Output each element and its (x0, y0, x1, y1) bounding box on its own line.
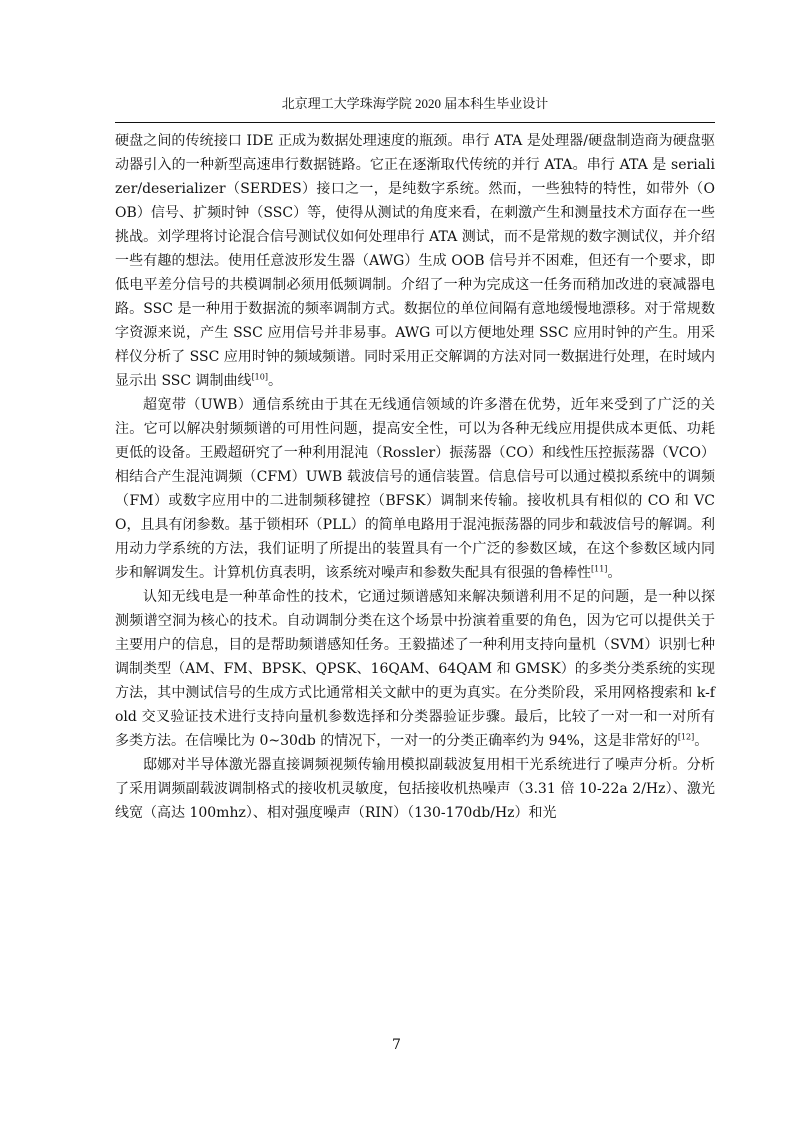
paragraph-text: 硬盘之间的传统接口 IDE 正成为数据处理速度的瓶颈。串行 ATA 是处理器/硬盘制造商为硬盘驱动器引入的一种新型高速串行数据链路。它正在逐渐取代传统的并行 ATA。串行 ATA 是 serializer/deserializer（SERDES）接口之一，是纯数字系统。然而，一些独特的特性，如带外（OOB）信号、扩频时钟（SSC）等，使得从测试的角度来看，在刺激产生和测量技术方面存在一些挑战。刘学理将讨论混合信号测试仪如何处理串行 ATA 测试，而不是常规的数字测试仪，并介绍一些有趣的想法。使用任意波形发生器（AWG）生成 OOB 信号并不困难，但还有一个要求，即低电平差分信号的共模调制必须用低频调制。介绍了一种为完成这一任务而稍加改进的衰减器电路。SSC 是一种用于数据流的频率调制方式。数据位的单位间隔有意地缓慢地漂移。对于常规数字资源来说，产生 SSC 应用信号并非易事。AWG 可以方便地处理 SSC 应用时钟的产生。用采样仪分析了 SSC 应用时钟的频域频谱。同时采用正交解调的方法对同一数据进行处理，在时域内显示出 SSC 调制曲线 (115, 133, 715, 389)
paragraph-tail: 。 (694, 733, 709, 749)
paragraph-tail: 。 (607, 565, 622, 581)
paragraph (115, 753, 715, 825)
page-number: 7 (392, 1037, 401, 1053)
paragraph (115, 129, 715, 393)
body-text (115, 129, 715, 825)
page-header: 北京理工大学珠海学院 2020 届本科生毕业设计 (281, 96, 549, 111)
paragraph-text: 邸娜对半导体激光器直接调频视频传输用模拟副载波复用相干光系统进行了噪声分析。分析了采用调频副载波调制格式的接收机灵敏度，包括接收机热噪声（3.31 倍 10-22a 2/Hz）、激光线宽（高达 100mhz）、相对强度噪声（RIN）（130-170db/Hz）和光 (115, 757, 715, 821)
citation-ref: [10] (251, 372, 268, 382)
citation-ref: [12] (677, 732, 695, 742)
paragraph (115, 393, 715, 585)
paragraph-text: 认知无线电是一种革命性的技术，它通过频谱感知来解决频谱利用不足的问题，是一种以探测频谱空洞为核心的技术。自动调制分类在这个场景中扮演着重要的角色，因为它可以提供关于主要用户的信息，目的是帮助频谱感知任务。王毅描述了一种利用支持向量机（SVM）识别七种调制类型（AM、FM、BPSK、QPSK、16QAM、64QAM 和 GMSK）的多类分类系统的实现方法，其中测试信号的生成方式比通常相关文献中的更为真实。在分类阶段，采用网格搜索和 k-fold 交叉验证技术进行支持向量机参数选择和分类器验证步骤。最后，比较了一对一和一对所有多类方法。在信噪比为 0~30db 的情况下，一对一的分类正确率约为 94%，这是非常好的 (115, 589, 715, 749)
paragraph-text: 超宽带（UWB）通信系统由于其在无线通信领域的许多潜在优势，近年来受到了广泛的关注。它可以解决射频频谱的可用性问题，提高安全性，可以为各种无线应用提供成本更低、功耗更低的设备。王殿超研究了一种利用混沌（Rossler）振荡器（CO）和线性压控振荡器（VCO）相结合产生混沌调频（CFM）UWB 载波信号的通信装置。信息信号可以通过模拟系统中的调频（FM）或数字应用中的二进制频移键控（BFSK）调制来传输。接收机具有相似的 CO 和 VCO，且具有闭参数。基于锁相环（PLL）的简单电路用于混沌振荡器的同步和载波信号的解调。利用动力学系统的方法，我们证明了所提出的装置具有一个广泛的参数区域，在这个参数区域内同步和解调发生。计算机仿真表明，该系统对噪声和参数失配具有很强的鲁棒性 (115, 397, 715, 581)
header-rule (115, 122, 715, 123)
paragraph (115, 585, 715, 753)
citation-ref: [11] (591, 564, 608, 574)
paragraph-tail: 。 (267, 373, 282, 389)
